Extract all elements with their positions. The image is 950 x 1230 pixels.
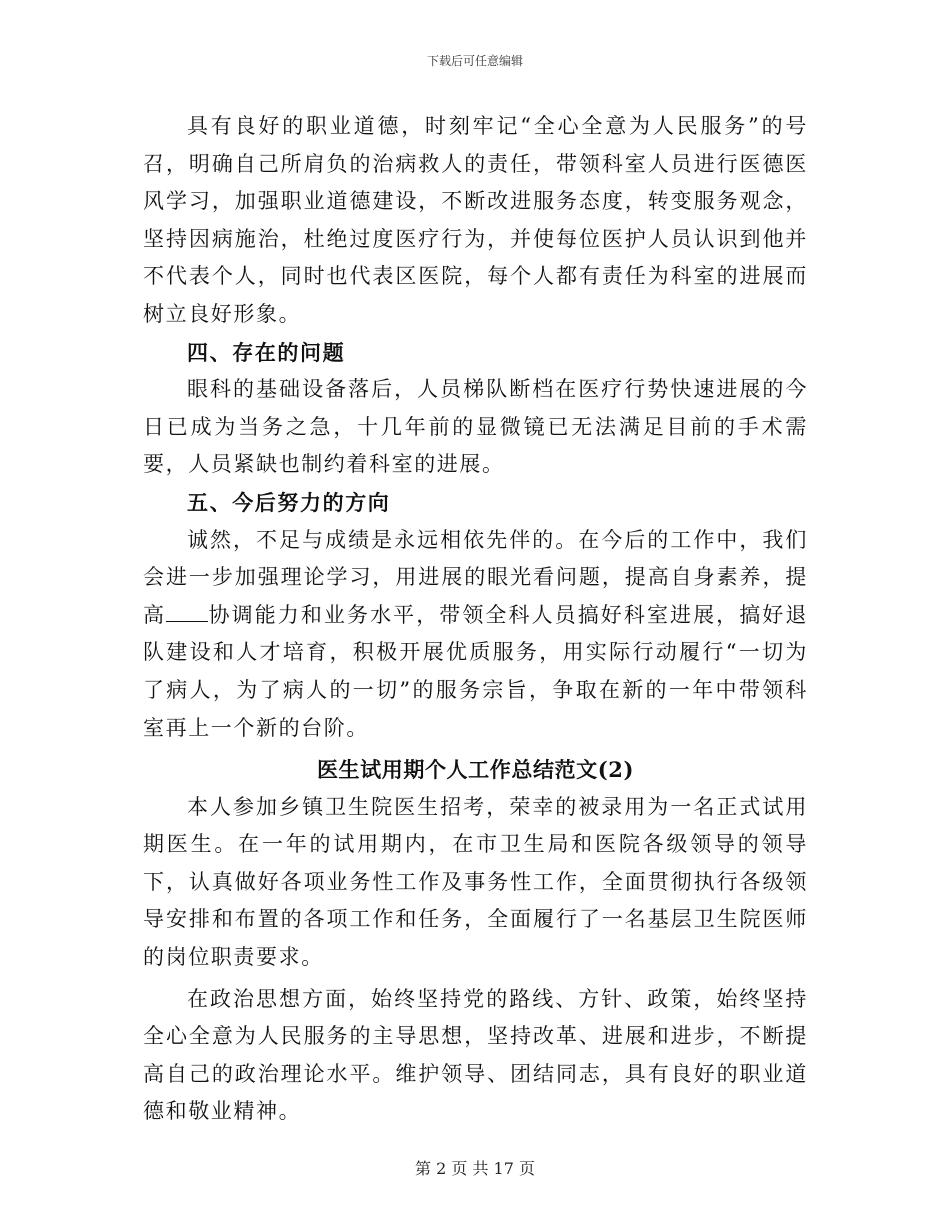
- paragraph-existing-problems: 眼科的基础设备落后，人员梯队断档在医疗行势快速进展的今日已成为当务之急，十几年前的显微镜已无法满足目前的手术需要，人员紧缺也制约着科室的进展。: [143, 377, 808, 477]
- blank-underline: [166, 601, 208, 622]
- paragraph-professional-ethics: 具有良好的职业道德，时刻牢记“全心全意为人民服务”的号召，明确自己所肩负的治病救人的责任，带领科室人员进行医德医风学习，加强职业道德建设，不断改进服务态度，转变服务观念，坚持因病施治，杜绝过度医疗行为，并使每位医护人员认识到他并不代表个人，同时也代表区医院，每个人都有责任为科室的进展而树立良好形象。: [143, 114, 808, 326]
- page-footer: 第 2 页 共 17 页: [415, 1159, 535, 1178]
- section-heading-future-direction: 五、今后努力的方向: [187, 489, 391, 515]
- paragraph-political-thought: 在政治思想方面，始终坚持党的路线、方针、政策，始终坚持全心全意为人民服务的主导思想，坚持改革、进展和进步，不断提高自己的政治理论水平。维护领导、团结同志，具有良好的职业道德和敬业精神。: [143, 986, 808, 1124]
- paragraph-probation-intro: 本人参加乡镇卫生院医生招考，荣幸的被录用为一名正式试用期医生。在一年的试用期内，在市卫生局和医院各级领导的领导下，认真做好各项业务性工作及事务性工作，全面贯彻执行各级领导安排和布置的各项工作和任务，全面履行了一名基层卫生院医师的岗位职责要求。: [143, 794, 808, 970]
- page-header: 下载后可任意编辑: [426, 54, 523, 68]
- paragraph-future-direction-part2: 协调能力和业务水平，带领全科人员搞好科室进展，搞好退队建设和人才培育，积极开展优质服务，用实际行动履行“一切为了病人，为了病人的一切”的服务宗旨，争取在新的一年中带领科室再上一个新的台阶。: [143, 602, 808, 740]
- paragraph-future-direction: [143, 522, 808, 748]
- document-body: [143, 108, 808, 1131]
- section-heading-existing-problems: 四、存在的问题: [187, 339, 346, 365]
- document-title: 医生试用期个人工作总结范文(2): [316, 757, 635, 783]
- paragraph-future-direction-part1: 诚然，不足与成绩是永远相依先伴的。在今后的工作中，我们会进一步加强理论学习，用进展的眼光看问题，提高自身素养，提高: [143, 527, 808, 627]
